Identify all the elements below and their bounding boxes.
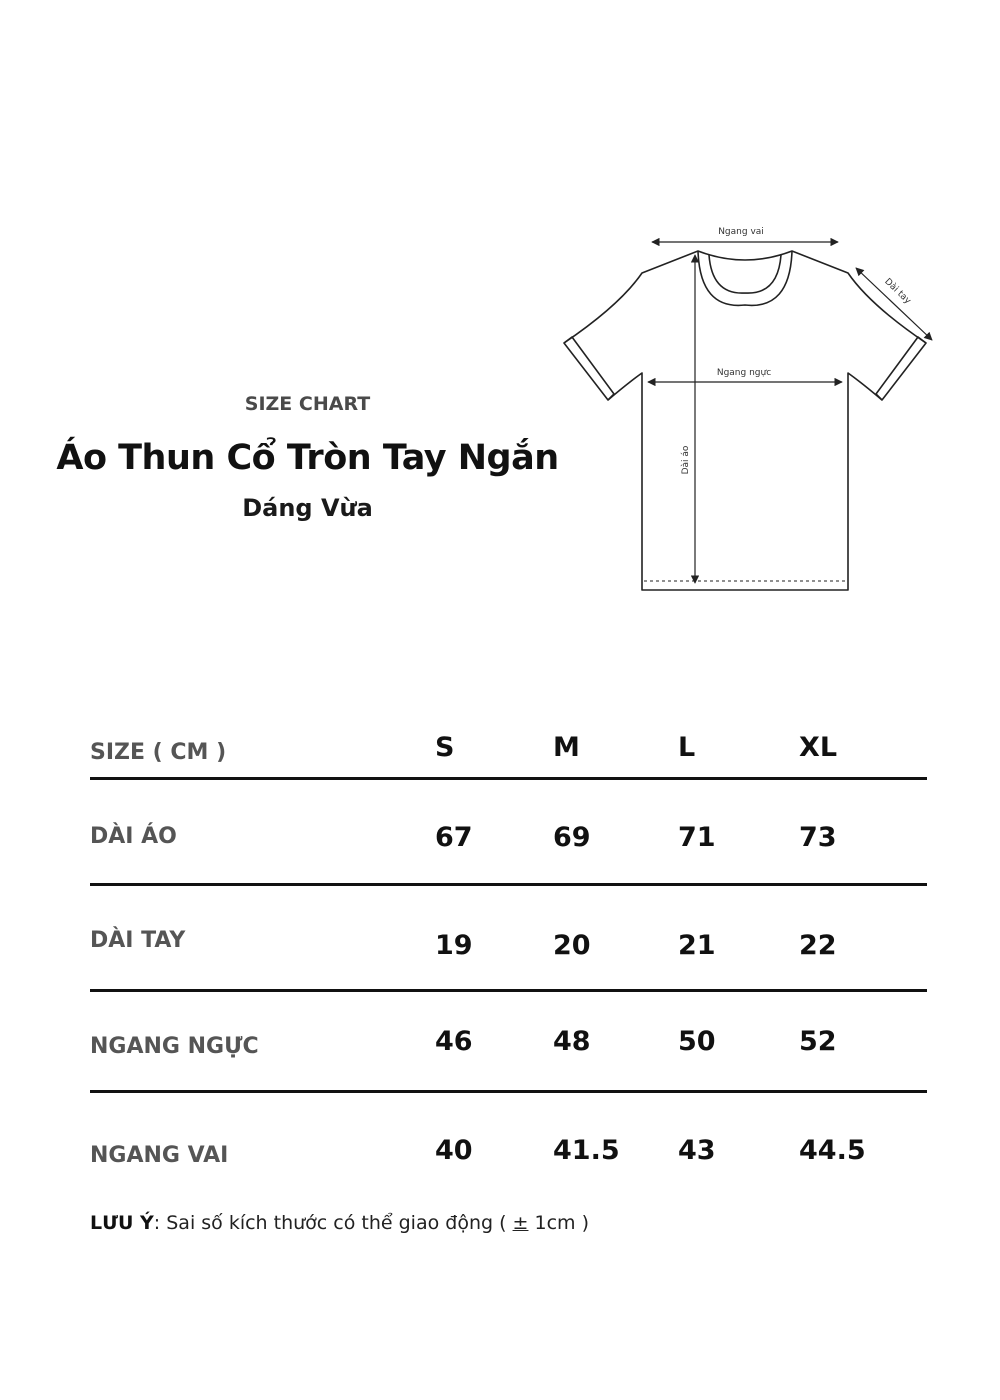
table-row xyxy=(90,1093,927,1193)
row-value: 19 xyxy=(435,930,473,961)
table-row xyxy=(90,886,927,992)
table-row xyxy=(90,780,927,886)
row-value: 41.5 xyxy=(553,1135,620,1166)
row-value: 52 xyxy=(799,1026,837,1057)
size-header-l: L xyxy=(678,732,696,763)
row-value: 73 xyxy=(799,822,837,853)
row-value: 20 xyxy=(553,930,591,961)
row-label: NGANG NGỰC xyxy=(90,1034,259,1059)
row-value: 43 xyxy=(678,1135,716,1166)
sleeve-arrow xyxy=(856,268,932,340)
size-chart-kicker: SIZE CHART xyxy=(244,393,371,415)
row-value: 40 xyxy=(435,1135,473,1166)
row-label: NGANG VAI xyxy=(90,1143,229,1168)
row-label: DÀI ÁO xyxy=(90,824,177,849)
size-header-s: S xyxy=(435,732,455,763)
table-header-row xyxy=(90,730,927,780)
size-header-m: M xyxy=(553,732,580,763)
shoulder-label: Ngang vai xyxy=(718,227,764,237)
row-value: 71 xyxy=(678,822,716,853)
row-value: 46 xyxy=(435,1026,473,1057)
plus-minus-symbol: ± xyxy=(512,1212,529,1234)
row-value: 69 xyxy=(553,822,591,853)
row-label: DÀI TAY xyxy=(90,928,186,953)
row-value: 48 xyxy=(553,1026,591,1057)
tshirt-outline-icon xyxy=(564,251,926,590)
tshirt-measurement-diagram xyxy=(550,215,950,600)
row-value: 22 xyxy=(799,930,837,961)
row-value: 50 xyxy=(678,1026,716,1057)
length-label: Dài áo xyxy=(681,445,691,475)
chest-label: Ngang ngực xyxy=(716,368,772,378)
size-table xyxy=(90,730,927,1193)
row-value: 21 xyxy=(678,930,716,961)
size-header-label: SIZE ( CM ) xyxy=(90,740,227,765)
note-text: : Sai số kích thước có thể giao động ( xyxy=(153,1212,513,1234)
fit-subtitle: Dáng Vừa xyxy=(242,494,373,522)
note-prefix: LƯU Ý xyxy=(90,1212,154,1234)
note-suffix: 1cm ) xyxy=(528,1212,590,1234)
table-row xyxy=(90,992,927,1093)
size-header-xl: XL xyxy=(799,732,838,763)
sleeve-label: Dài tay xyxy=(882,276,913,307)
row-value: 44.5 xyxy=(799,1135,866,1166)
row-value: 67 xyxy=(435,822,473,853)
product-title: Áo Thun Cổ Tròn Tay Ngắn xyxy=(56,438,559,478)
tolerance-note xyxy=(90,1212,589,1234)
